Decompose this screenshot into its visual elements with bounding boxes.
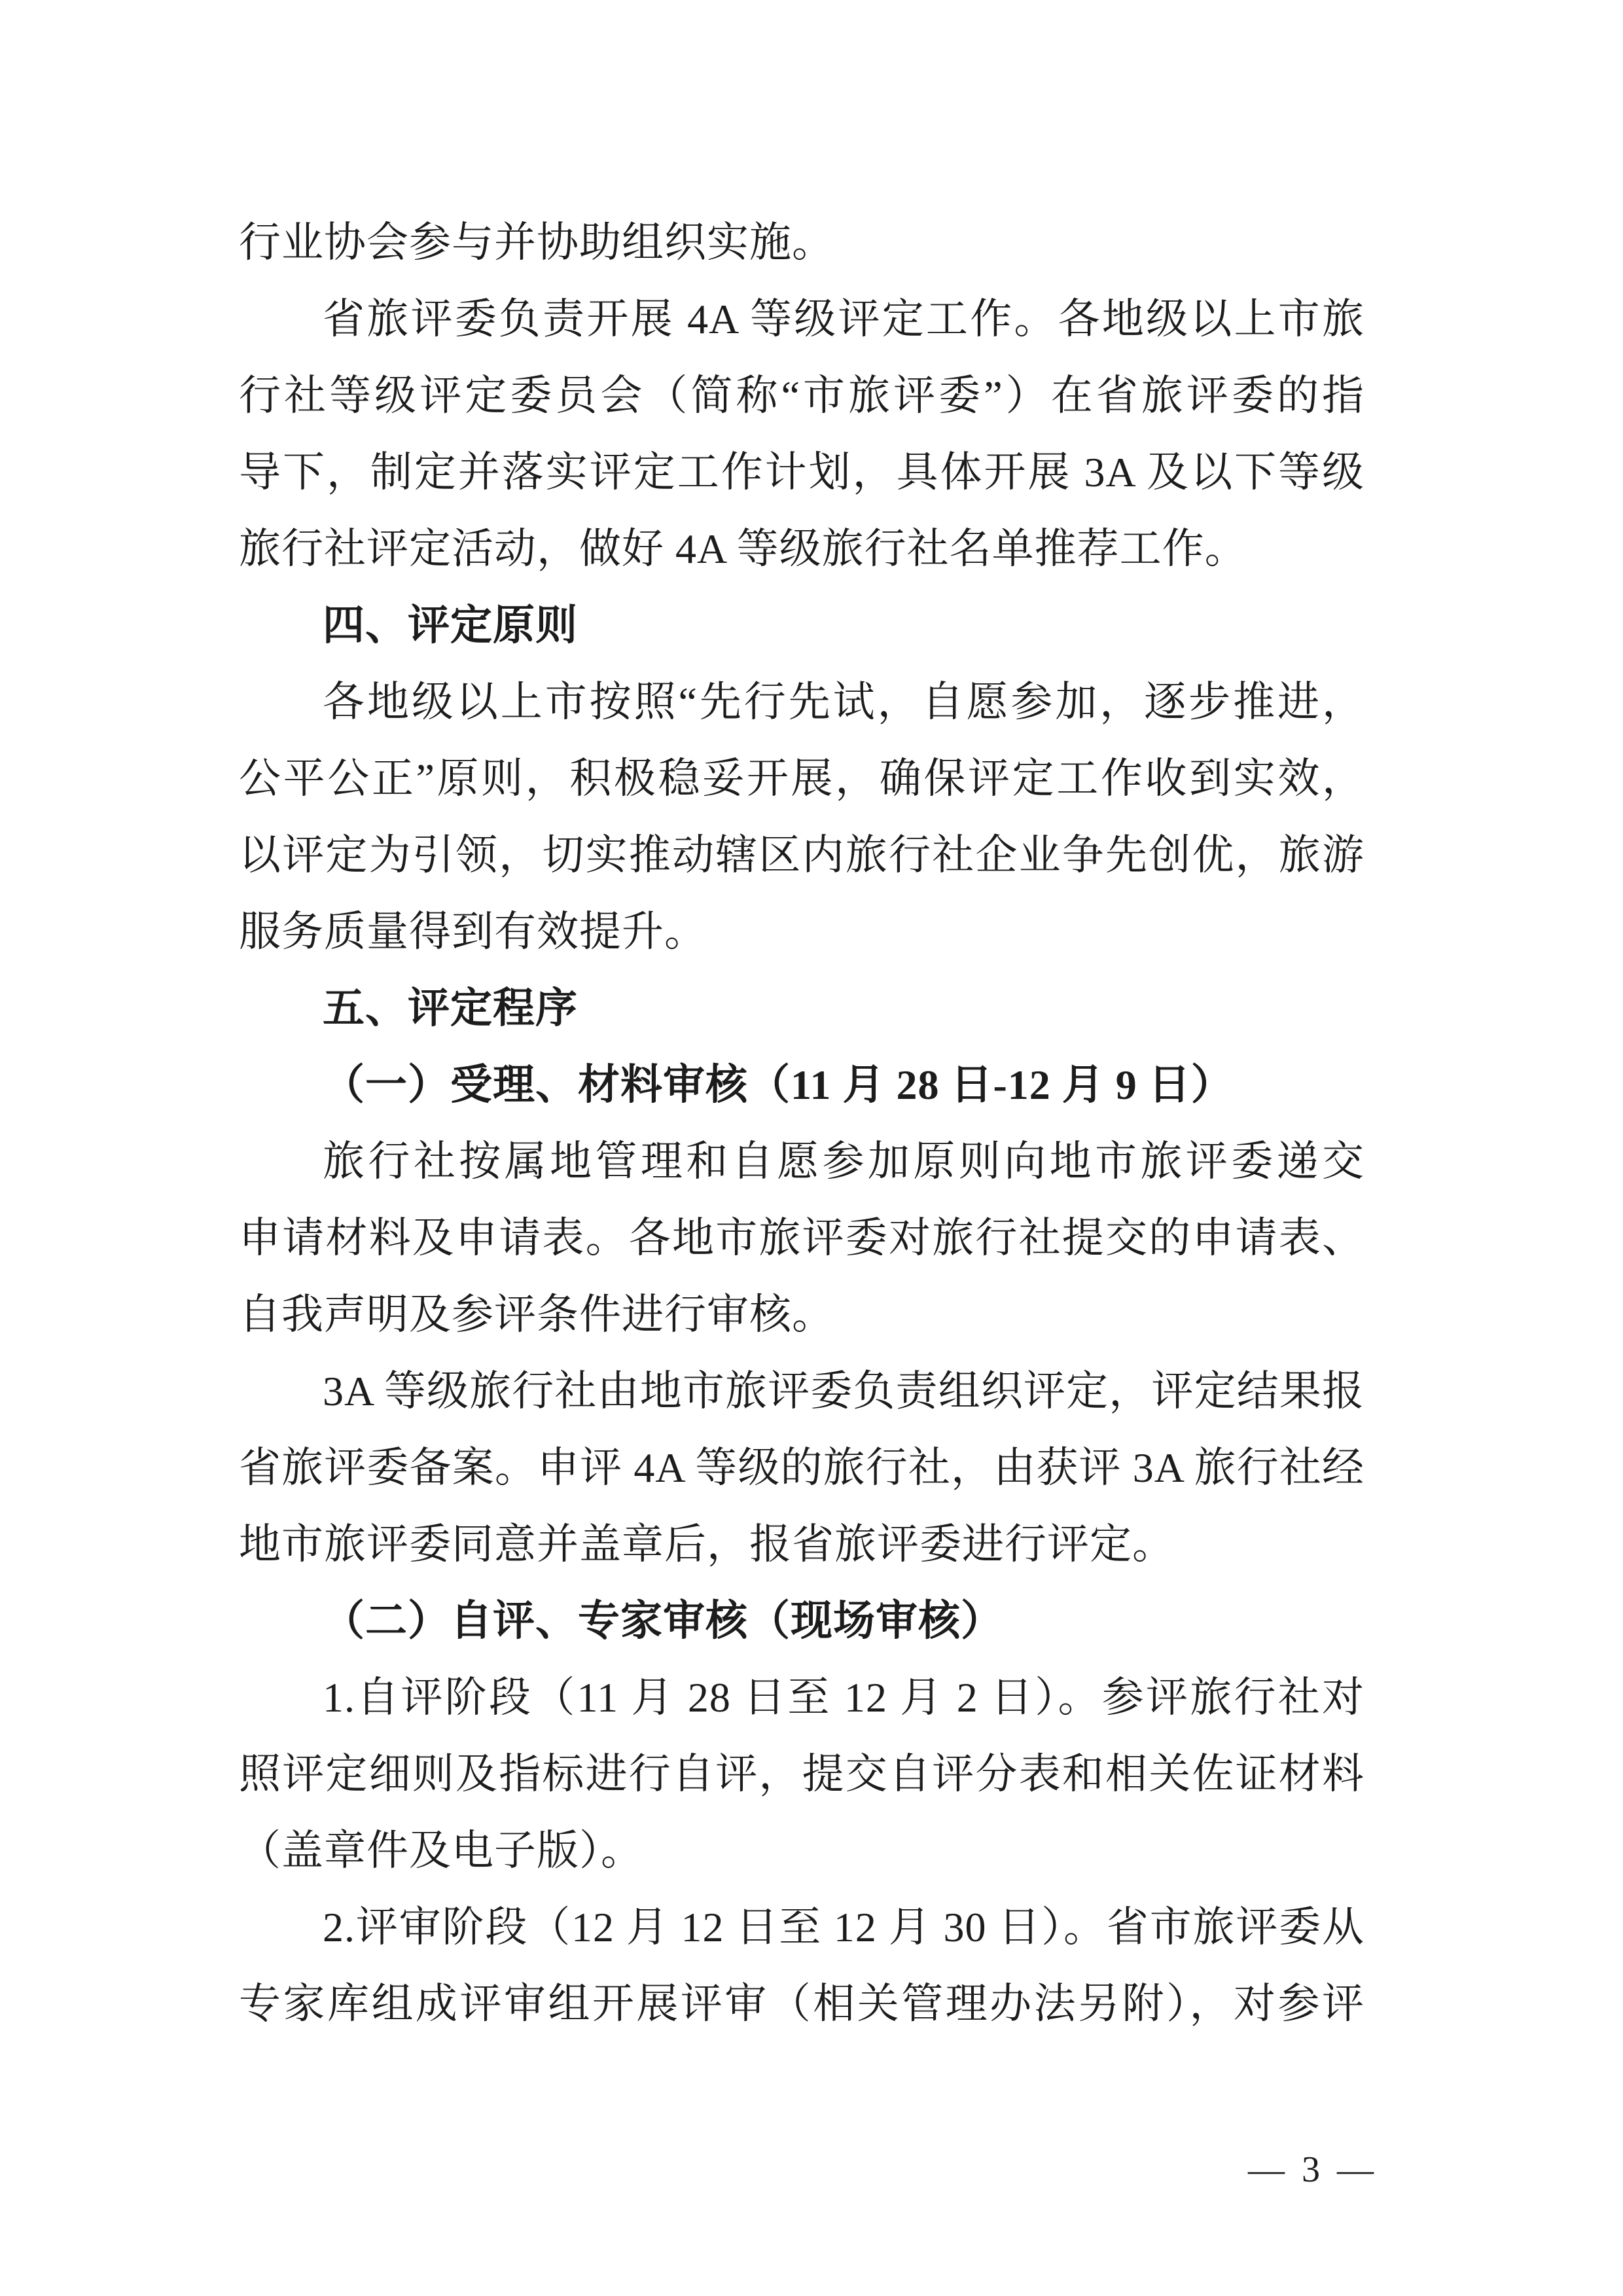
page-number: — 3 — [1248, 2149, 1378, 2190]
text-line: 以评定为引领，切实推动辖区内旅行社企业争先创优，旅游 [239, 832, 1364, 878]
text-line: 地市旅评委同意并盖章后，报省旅评委进行评定。 [239, 1521, 1175, 1568]
text-line: 2.评审阶段（12 月 12 日至 12 月 30 日）。省市旅评委从 [323, 1904, 1364, 1950]
text-line: 申请材料及申请表。各地市旅评委对旅行社提交的申请表、 [239, 1215, 1364, 1261]
text-block [239, 204, 1364, 2042]
text-line: （二）自评、专家审核（现场审核） [323, 1598, 1003, 1644]
text-line: （一）受理、材料审核（11 月 28 日-12 月 9 日） [323, 1062, 1234, 1108]
text-line: 公平公正”原则，积极稳妥开展，确保评定工作收到实效， [239, 755, 1364, 802]
text-line: 省旅评委负责开展 4A 等级评定工作。各地级以上市旅 [323, 296, 1364, 342]
text-line: 服务质量得到有效提升。 [239, 908, 707, 955]
text-line: 行业协会参与并协助组织实施。 [239, 219, 834, 266]
text-line: 照评定细则及指标进行自评，提交自评分表和相关佐证材料 [239, 1751, 1364, 1797]
text-line: 省旅评委备案。申评 4A 等级的旅行社，由获评 3A 旅行社经 [239, 1444, 1364, 1491]
text-line: 3A 等级旅行社由地市旅评委负责组织评定，评定结果报 [323, 1368, 1364, 1414]
text-line: 各地级以上市按照“先行先试，自愿参加，逐步推进， [323, 679, 1364, 725]
text-line: 导下，制定并落实评定工作计划，具体开展 3A 及以下等级 [239, 449, 1364, 495]
text-line: 旅行社评定活动，做好 4A 等级旅行社名单推荐工作。 [239, 526, 1247, 572]
text-line: （盖章件及电子版）。 [239, 1827, 643, 1874]
text-line: 四、评定原则 [323, 602, 578, 649]
text-line: 五、评定程序 [323, 985, 578, 1031]
text-line: 专家库组成评审组开展评审（相关管理办法另附），对参评 [239, 1981, 1364, 2027]
text-line: 1.自评阶段（11 月 28 日至 12 月 2 日）。参评旅行社对 [323, 1674, 1364, 1721]
text-line: 自我声明及参评条件进行审核。 [239, 1291, 834, 1338]
text-line: 旅行社按属地管理和自愿参加原则向地市旅评委递交 [323, 1138, 1364, 1185]
text-line: 行社等级评定委员会（简称“市旅评委”）在省旅评委的指 [239, 372, 1364, 419]
